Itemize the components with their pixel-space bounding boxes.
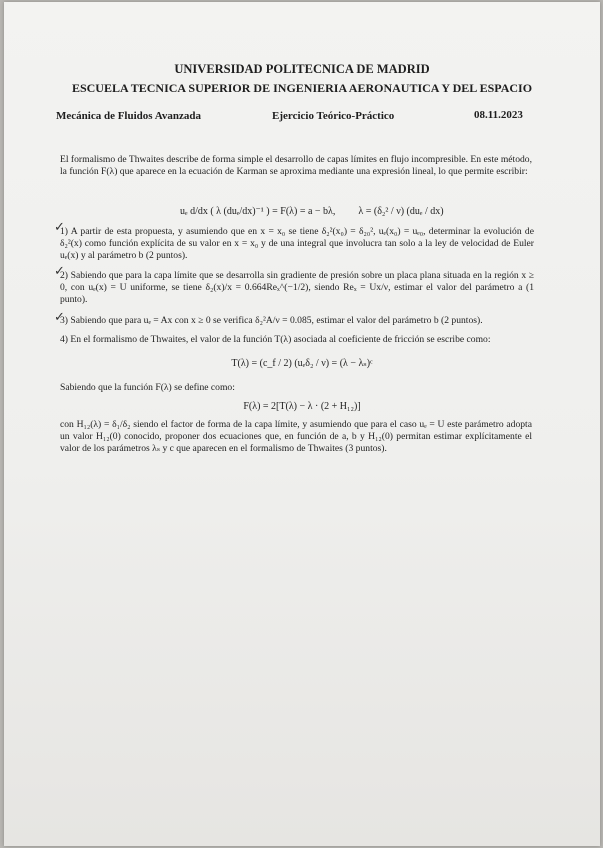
exam-type: Ejercicio Teórico-Práctico — [272, 110, 395, 122]
school-title: ESCUELA TECNICA SUPERIOR DE INGENIERIA AERONAUTICA Y DEL ESPACIO — [71, 81, 533, 95]
university-title: UNIVERSIDAD POLITECNICA DE MADRID — [174, 62, 430, 76]
question-1 — [54, 220, 534, 263]
f-lambda-equation: F(λ) = 2[T(λ) − λ · (2 + H₁₂)] — [243, 401, 361, 412]
q4-closing-paragraph: con H₁₂(λ) = δ₁/δ₂ siendo el factor de forma de la capa límite, y asumiendo que para el caso uₑ = U este parámetro adopta un valor H₁₂(0) conocido, proponer dos ecuaciones que, en función de a, b y H₁₂(0) permitan estimar explícitamente el valor de los parámetros λₛ y c que aparecen en el formalismo de Thwaites (3 puntos). — [60, 419, 532, 455]
question-3-text: 3) Sabiendo que para uₑ = Ax con x ≥ 0 se verifica δ₂²A/ν = 0.085, estimar el valor del parámetro b (2 puntos). — [60, 315, 483, 326]
check-mark-icon: ✓ — [54, 220, 65, 235]
course-name: Mecánica de Fluidos Avanzada — [56, 110, 201, 122]
check-mark-icon: ✓ — [54, 310, 65, 325]
exam-date: 08.11.2023 — [474, 109, 523, 121]
question-2-text: 2) Sabiendo que para la capa límite que se desarrolla sin gradiente de presión sobre un placa plana situada en la región x ≥ 0, con uₑ(x) = U uniforme, se tiene δ₂(x)/x = 0.664Reₓ^(−1/2), siendo Reₓ = Ux/ν, estimar el valor del parámetro a (1 punto). — [60, 270, 534, 306]
question-1-text: 1) A partir de esta propuesta, y asumiendo que en x = x₀ se tiene δ₂²(x₀) = δ₂₀², uₑ(x₀) = uₑ₀, determinar la evolución de δ₂²(x) como función explícita de su valor en x = x₀ y de una integral que involucra tan solo a la ley de velocidad de Euler uₑ(x) y al parámetro b (2 puntos). — [60, 226, 534, 262]
question-4-text: 4) En el formalismo de Thwaites, el valor de la función T(λ) asociada al coeficiente de fricción se escribe como: — [60, 334, 491, 345]
intro-paragraph: El formalismo de Thwaites describe de forma simple el desarrollo de capas límites en flujo incompresible. En este método, la función F(λ) que aparece en la ecuación de Karman se aproxima mediante una expresión lineal, lo que permite escribir: — [60, 154, 532, 178]
question-4 — [56, 334, 534, 346]
thwaites-equation — [180, 206, 444, 217]
question-2 — [54, 264, 534, 307]
friction-function-equation: T(λ) = (c_f / 2) (uₑδ₂ / ν) = (λ − λₛ)ᶜ — [231, 358, 373, 369]
karman-linear-form: uₑ d/dx ( λ (duₑ/dx)⁻¹ ) = F(λ) = a − bλ, — [180, 206, 336, 217]
question-3 — [54, 310, 534, 327]
check-mark-icon: ✓ — [54, 264, 65, 279]
exam-sheet — [4, 2, 600, 846]
lambda-definition: λ = (δ₂² / ν) (duₑ / dx) — [358, 206, 444, 217]
q4-definition-intro: Sabiendo que la función F(λ) se define como: — [60, 382, 235, 393]
